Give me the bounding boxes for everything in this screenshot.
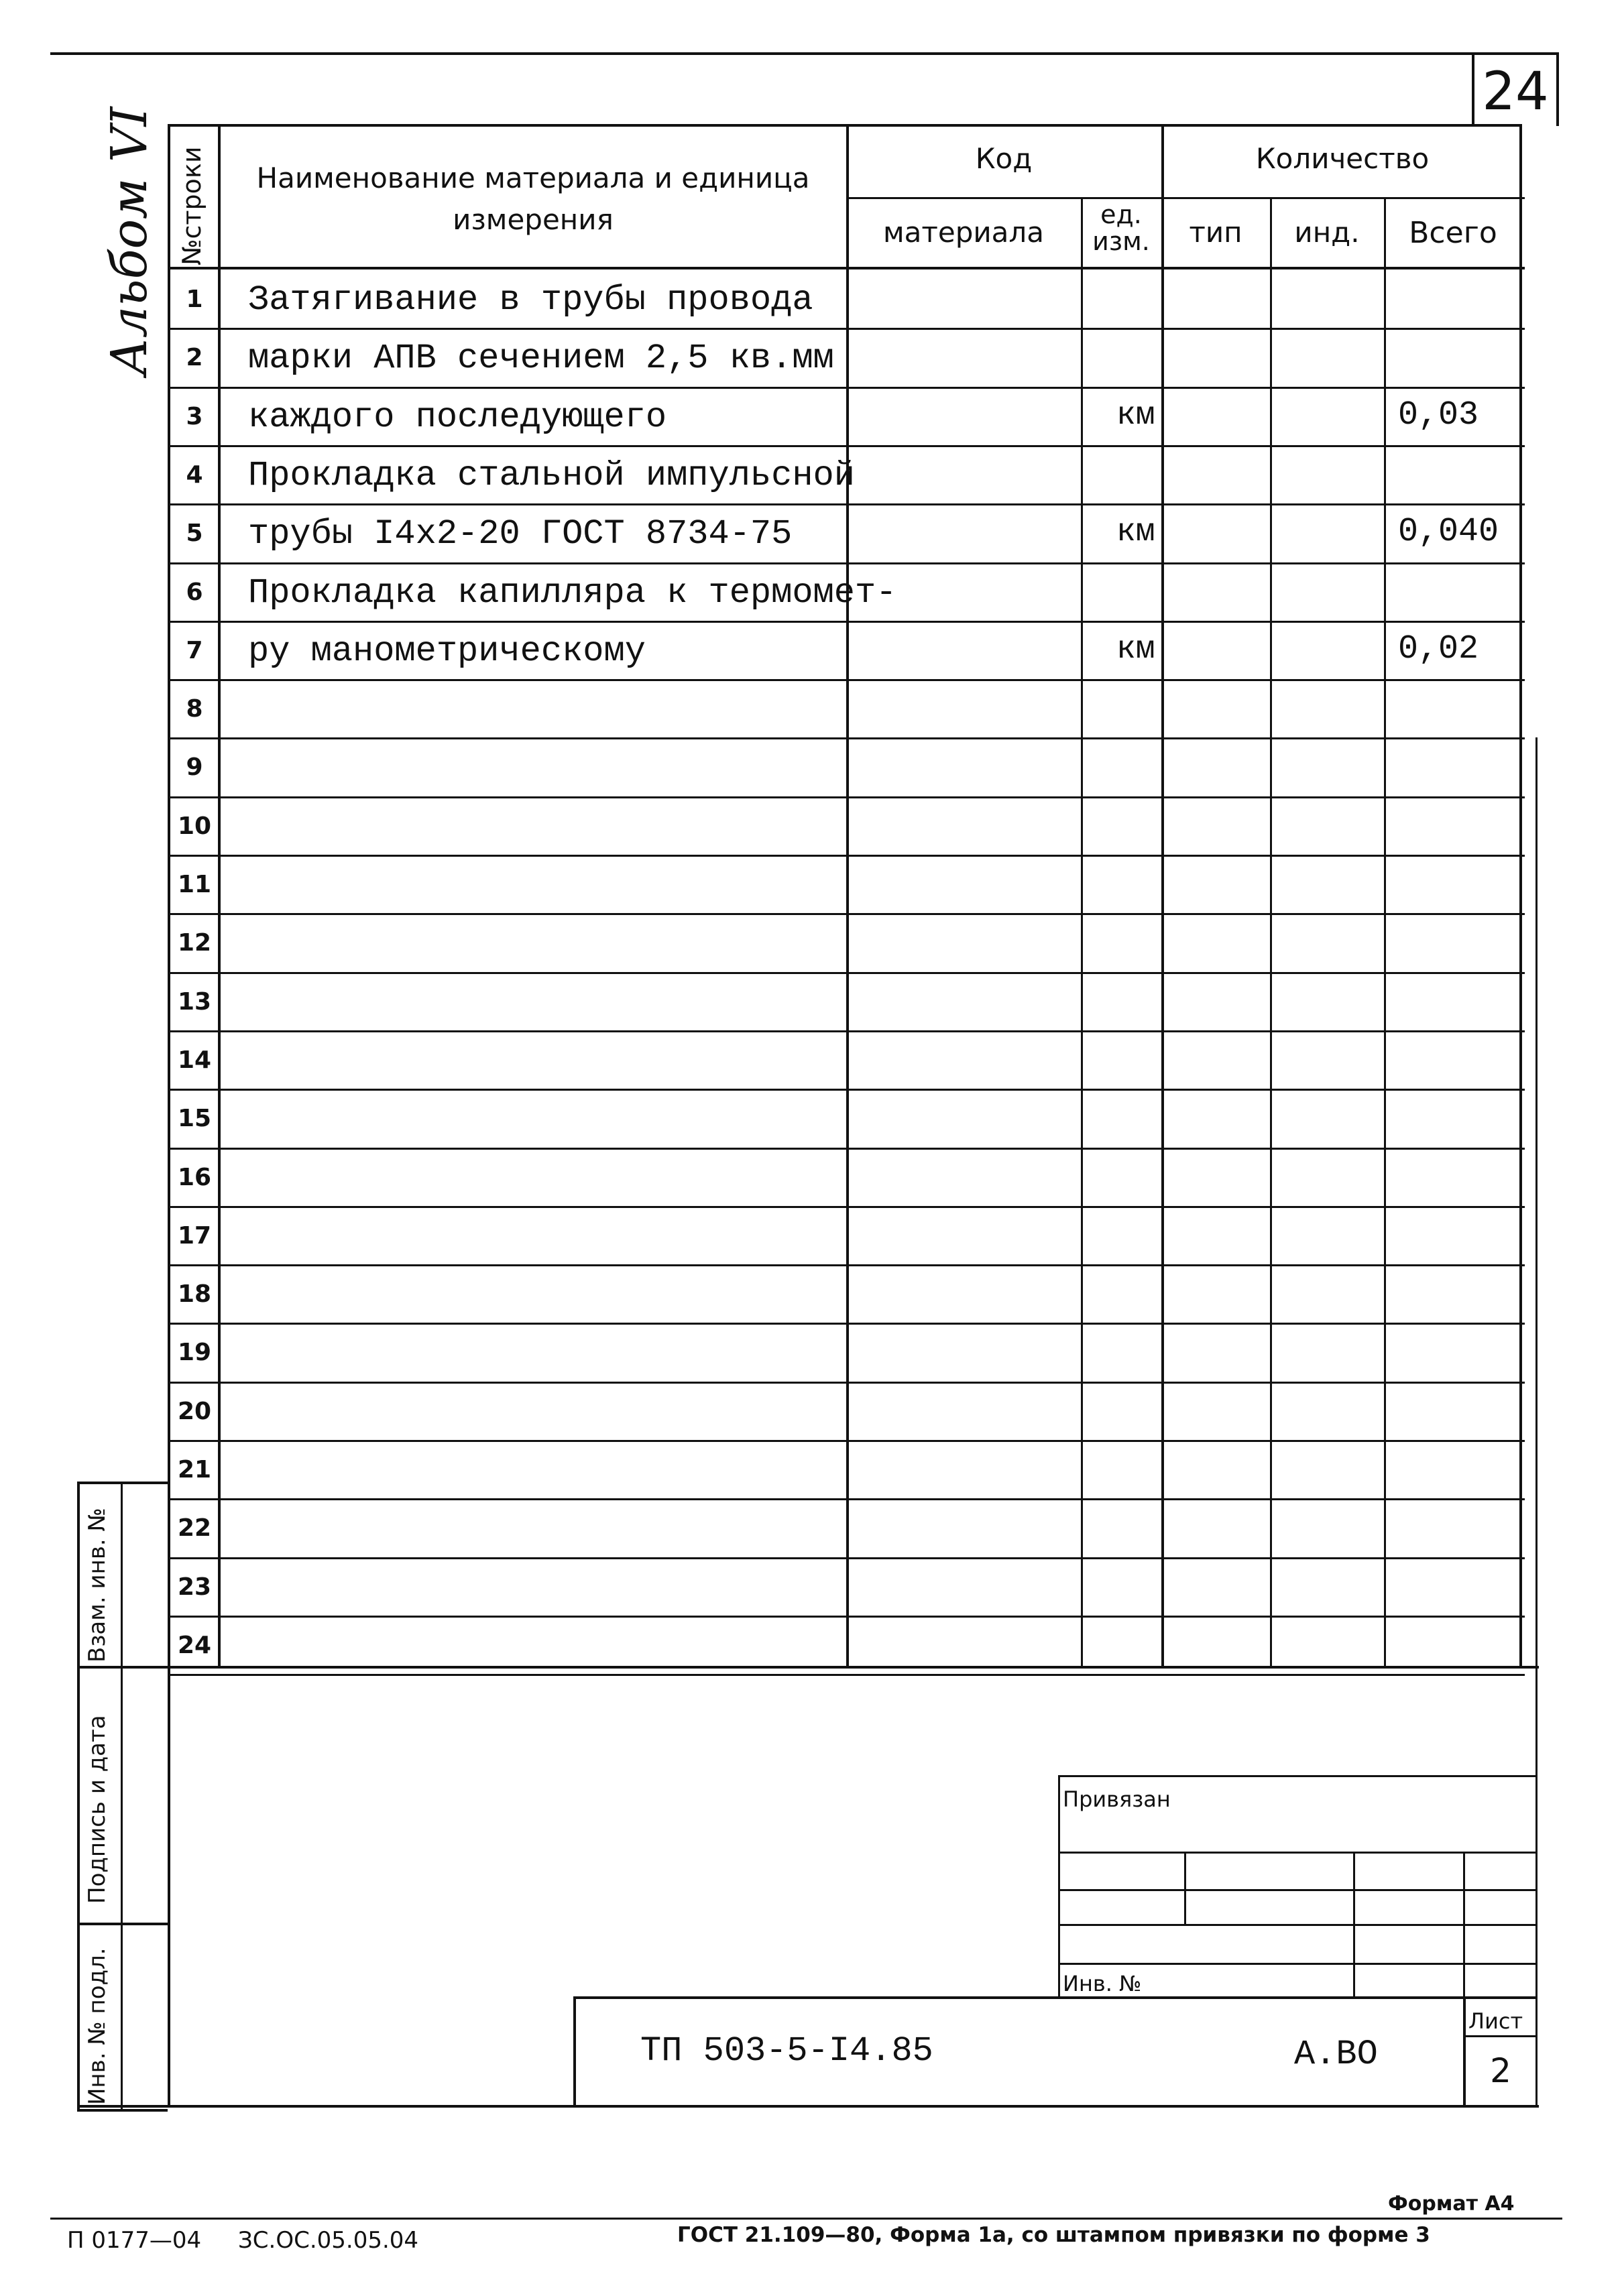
code-material-header: материала bbox=[882, 216, 1044, 249]
col-rule-qty bbox=[1161, 124, 1164, 1666]
row-rule bbox=[168, 1440, 1525, 1442]
row-number: 11 bbox=[177, 871, 212, 898]
stamp-col-1 bbox=[1184, 1852, 1186, 1925]
side-strip-divider bbox=[121, 1482, 123, 2112]
row-number: 19 bbox=[177, 1339, 212, 1366]
podpis-label: Подпись и дата bbox=[84, 1715, 111, 1904]
row-rule bbox=[168, 1557, 1525, 1559]
code-header: Код bbox=[975, 142, 1033, 175]
album-label: Альбом VI bbox=[101, 107, 158, 375]
row-rule bbox=[168, 1030, 1525, 1032]
row-number: 20 bbox=[177, 1398, 212, 1425]
row-number: 21 bbox=[177, 1456, 212, 1484]
col-rule-unit bbox=[1081, 197, 1083, 1666]
format-label: Формат А4 bbox=[1388, 2192, 1515, 2216]
row-number: 17 bbox=[177, 1222, 212, 1250]
row-rule bbox=[168, 913, 1525, 915]
qty-type-header: тип bbox=[1189, 216, 1242, 249]
row-number: 22 bbox=[177, 1514, 212, 1542]
row-name: Прокладка стальной импульсной bbox=[248, 456, 855, 495]
row-number: 5 bbox=[186, 520, 203, 547]
vzam-label: Взам. инв. № bbox=[84, 1508, 111, 1663]
privyazan-label: Привязан bbox=[1063, 1787, 1171, 1812]
row-name: Прокладка капилляра к термомет- bbox=[248, 573, 897, 613]
row-name: ру манометрическому bbox=[248, 631, 646, 671]
row-rule bbox=[168, 1616, 1525, 1618]
row-rule bbox=[168, 1498, 1525, 1500]
doc-code: ТП 503-5-I4.85 bbox=[640, 2031, 933, 2071]
name-header bbox=[221, 158, 845, 241]
col-rule-rownum bbox=[218, 124, 221, 1666]
bottom-frame-left bbox=[168, 1666, 170, 2108]
col-rule-type bbox=[1270, 197, 1272, 1666]
row-number: 9 bbox=[186, 753, 203, 781]
row-name: трубы I4x2-20 ГОСТ 8734-75 bbox=[248, 514, 793, 554]
row-total: 0,02 bbox=[1398, 630, 1479, 668]
row-rule bbox=[168, 1264, 1525, 1266]
row-number: 14 bbox=[177, 1046, 212, 1074]
row-rule bbox=[168, 1089, 1525, 1091]
sheet-label-rule bbox=[1463, 2035, 1535, 2037]
row-unit: км bbox=[1116, 514, 1155, 550]
col-rule-name bbox=[846, 124, 849, 1666]
row-number: 2 bbox=[186, 344, 203, 371]
row-number: 7 bbox=[186, 637, 203, 664]
qty-ind-header: инд. bbox=[1294, 216, 1360, 249]
row-name: каждого последующего bbox=[248, 398, 667, 437]
row-number: 1 bbox=[186, 286, 203, 313]
top-rule bbox=[50, 52, 1475, 55]
footer-rule bbox=[50, 2218, 1562, 2220]
sheet-number: 2 bbox=[1490, 2051, 1511, 2090]
footer-code-2: ЗС.ОС.05.05.04 bbox=[238, 2227, 419, 2254]
row-rule bbox=[168, 855, 1525, 857]
stamp-col-3 bbox=[1463, 1852, 1465, 1996]
row-rule bbox=[168, 387, 1525, 389]
row-total: 0,03 bbox=[1398, 396, 1479, 434]
name-header-text: Наименование материала и единица измерения bbox=[256, 162, 810, 236]
row-rule bbox=[168, 796, 1525, 798]
row-name: марки АПВ сечением 2,5 кв.мм bbox=[248, 339, 834, 378]
page-number: 24 bbox=[1482, 62, 1549, 122]
row-rule bbox=[168, 445, 1525, 447]
stamp-col-2 bbox=[1353, 1852, 1355, 1996]
col-rule-ind bbox=[1384, 197, 1386, 1666]
footer-gost: ГОСТ 21.109—80, Форма 1а, со штампом привязки по форме 3 bbox=[677, 2223, 1430, 2247]
inv-no-label: Инв. № bbox=[1063, 1971, 1142, 1996]
inv-podl-label: Инв. № подл. bbox=[84, 1947, 111, 2105]
row-rule bbox=[168, 1674, 1525, 1676]
quantity-header: Количество bbox=[1255, 142, 1430, 175]
side-strip-rule-1 bbox=[77, 1666, 1539, 1669]
row-number-header: №строки bbox=[177, 146, 207, 265]
row-number: 13 bbox=[177, 988, 212, 1016]
row-total: 0,040 bbox=[1398, 513, 1499, 551]
row-rule bbox=[168, 1323, 1525, 1325]
album-code: А.ВО bbox=[1294, 2035, 1378, 2074]
row-rule bbox=[168, 972, 1525, 974]
row-rule bbox=[168, 679, 1525, 681]
header-mid-rule-code bbox=[846, 197, 1525, 199]
row-number: 4 bbox=[186, 461, 203, 489]
row-number: 10 bbox=[177, 812, 212, 840]
row-number: 24 bbox=[177, 1632, 212, 1659]
row-rule bbox=[168, 562, 1525, 564]
row-number: 6 bbox=[186, 579, 203, 606]
footer-code-1: П 0177—04 bbox=[67, 2227, 202, 2254]
qty-total-header: Всего bbox=[1409, 216, 1497, 250]
right-outer-rule bbox=[1535, 737, 1538, 2105]
row-rule bbox=[168, 621, 1525, 623]
row-rule bbox=[168, 503, 1525, 505]
row-rule bbox=[168, 1148, 1525, 1150]
row-rule bbox=[168, 737, 1525, 739]
row-unit: км bbox=[1116, 398, 1155, 434]
row-number: 18 bbox=[177, 1280, 212, 1308]
row-unit: км bbox=[1116, 631, 1155, 668]
row-number: 23 bbox=[177, 1573, 212, 1601]
row-rule bbox=[168, 1206, 1525, 1208]
row-number: 3 bbox=[186, 403, 203, 430]
code-unit-header: ед. изм. bbox=[1092, 200, 1150, 256]
row-rule bbox=[168, 1382, 1525, 1384]
row-rule bbox=[168, 328, 1525, 330]
row-number: 16 bbox=[177, 1164, 212, 1191]
row-number: 12 bbox=[177, 929, 212, 957]
sheet-label: Лист bbox=[1468, 2008, 1523, 2034]
row-name: Затягивание в трубы провода bbox=[248, 280, 813, 320]
row-number: 15 bbox=[177, 1105, 212, 1132]
row-number: 8 bbox=[186, 695, 203, 723]
side-strip-rule-2 bbox=[77, 1923, 168, 1925]
